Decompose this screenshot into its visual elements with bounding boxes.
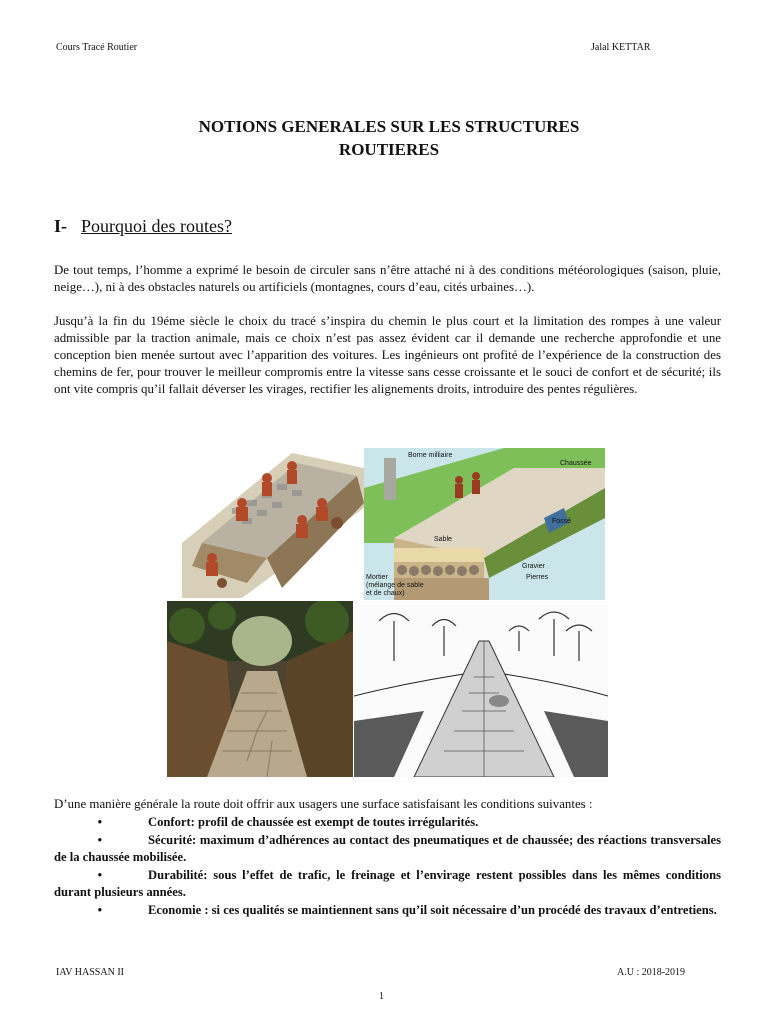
label-mortier-detail-2: et de chaux) <box>366 590 405 597</box>
criterion-economie <box>54 902 721 919</box>
label-gravier: Gravier <box>522 563 545 570</box>
document-title <box>100 116 678 162</box>
section-heading <box>54 216 232 237</box>
criterion-securite <box>54 832 721 866</box>
label-chaussee: Chaussée <box>560 460 592 467</box>
road-construction-illustration <box>172 448 364 600</box>
bullet: • <box>97 833 102 847</box>
criterion-text: Confort: profil de chaussée est exempt de toutes irrégularités. <box>148 815 479 829</box>
title-line-2: ROUTIERES <box>338 139 440 159</box>
roman-road-engraving-drawing <box>354 601 608 777</box>
criterion-text: Durabilité: sous l’effet de trafic, le freinage et l’envirage restent possibles dans les mêmes conditions durant plusieurs années. <box>54 868 721 899</box>
criterion-text: Sécurité: maximum d’adhérences au contact des pneumatiques et de chaussée; des réactions transversales de la chaussée mobilisée. <box>54 833 721 864</box>
header-course-title: Cours Tracé Routier <box>56 42 138 53</box>
page-number: 1 <box>379 991 384 1002</box>
paragraph-2: Jusqu’à la fin du 19éme siècle le choix du tracé s’inspira du chemin le plus court et la limitation des rompes à une valeur admissible par la traction animale, mais ce choix n’est pas assez évident car il demande une recherche approfondie et une conception bien menée surtout avec l’apparition des voitures. Les ingénieurs ont profité de l’expérience de la construction des chemins de fer, pour trouver le meilleur compromis entre la vitesse sans cesse croissante et le souci de confort et de sécurité; ils ont vite compris qu’il fallait déverser les virages, rectifier les alignements droits, introduire des pentes régulières. <box>54 314 721 396</box>
bullet: • <box>97 868 102 882</box>
label-mortier: Mortier <box>366 574 388 581</box>
criterion-durabilite <box>54 867 721 901</box>
criterion-text: Economie : si ces qualités se maintiennent sans qu’il soit nécessaire d’un procédé des travaux d’entretiens. <box>148 903 717 917</box>
label-mortier-detail-1: (mélange de sable <box>366 582 424 589</box>
ancient-road-photo <box>167 601 353 777</box>
roman-road-engraving <box>354 601 608 777</box>
ancient-road-photo-drawing <box>167 601 353 777</box>
header-author: Jalal KETTAR <box>591 42 651 53</box>
roman-road-figure <box>167 448 608 778</box>
section-title: Pourquoi des routes? <box>81 216 232 236</box>
label-pierres: Pierres <box>526 574 549 581</box>
label-borne-milliaire: Borne milliaire <box>408 452 453 459</box>
footer-academic-year: A.U : 2018-2019 <box>617 967 686 978</box>
label-sable: Sable <box>434 536 452 543</box>
footer-institution: IAV HASSAN II <box>56 967 124 978</box>
section-number: I- <box>54 216 67 236</box>
paragraph-1: De tout temps, l’homme a exprimé le besoin de circuler sans n’être attaché ni à des conditions météorologiques (saison, pluie, neige…), ni à des obstacles naturels ou artificiels (montagnes, cours d’eau, cités urbaines…). <box>54 263 721 294</box>
road-criteria-list <box>54 814 721 920</box>
bullet: • <box>97 815 102 829</box>
road-construction-drawing <box>172 448 364 600</box>
criterion-confort <box>54 814 721 831</box>
bullet: • <box>97 903 102 917</box>
criteria-intro: D’une manière générale la route doit offrir aux usagers une surface satisfaisant les conditions suivantes : <box>54 797 593 811</box>
road-cross-section-diagram <box>364 448 605 600</box>
title-line-1: NOTIONS GENERALES SUR LES STRUCTURES <box>198 117 580 136</box>
label-fosse: Fossé <box>552 518 572 525</box>
